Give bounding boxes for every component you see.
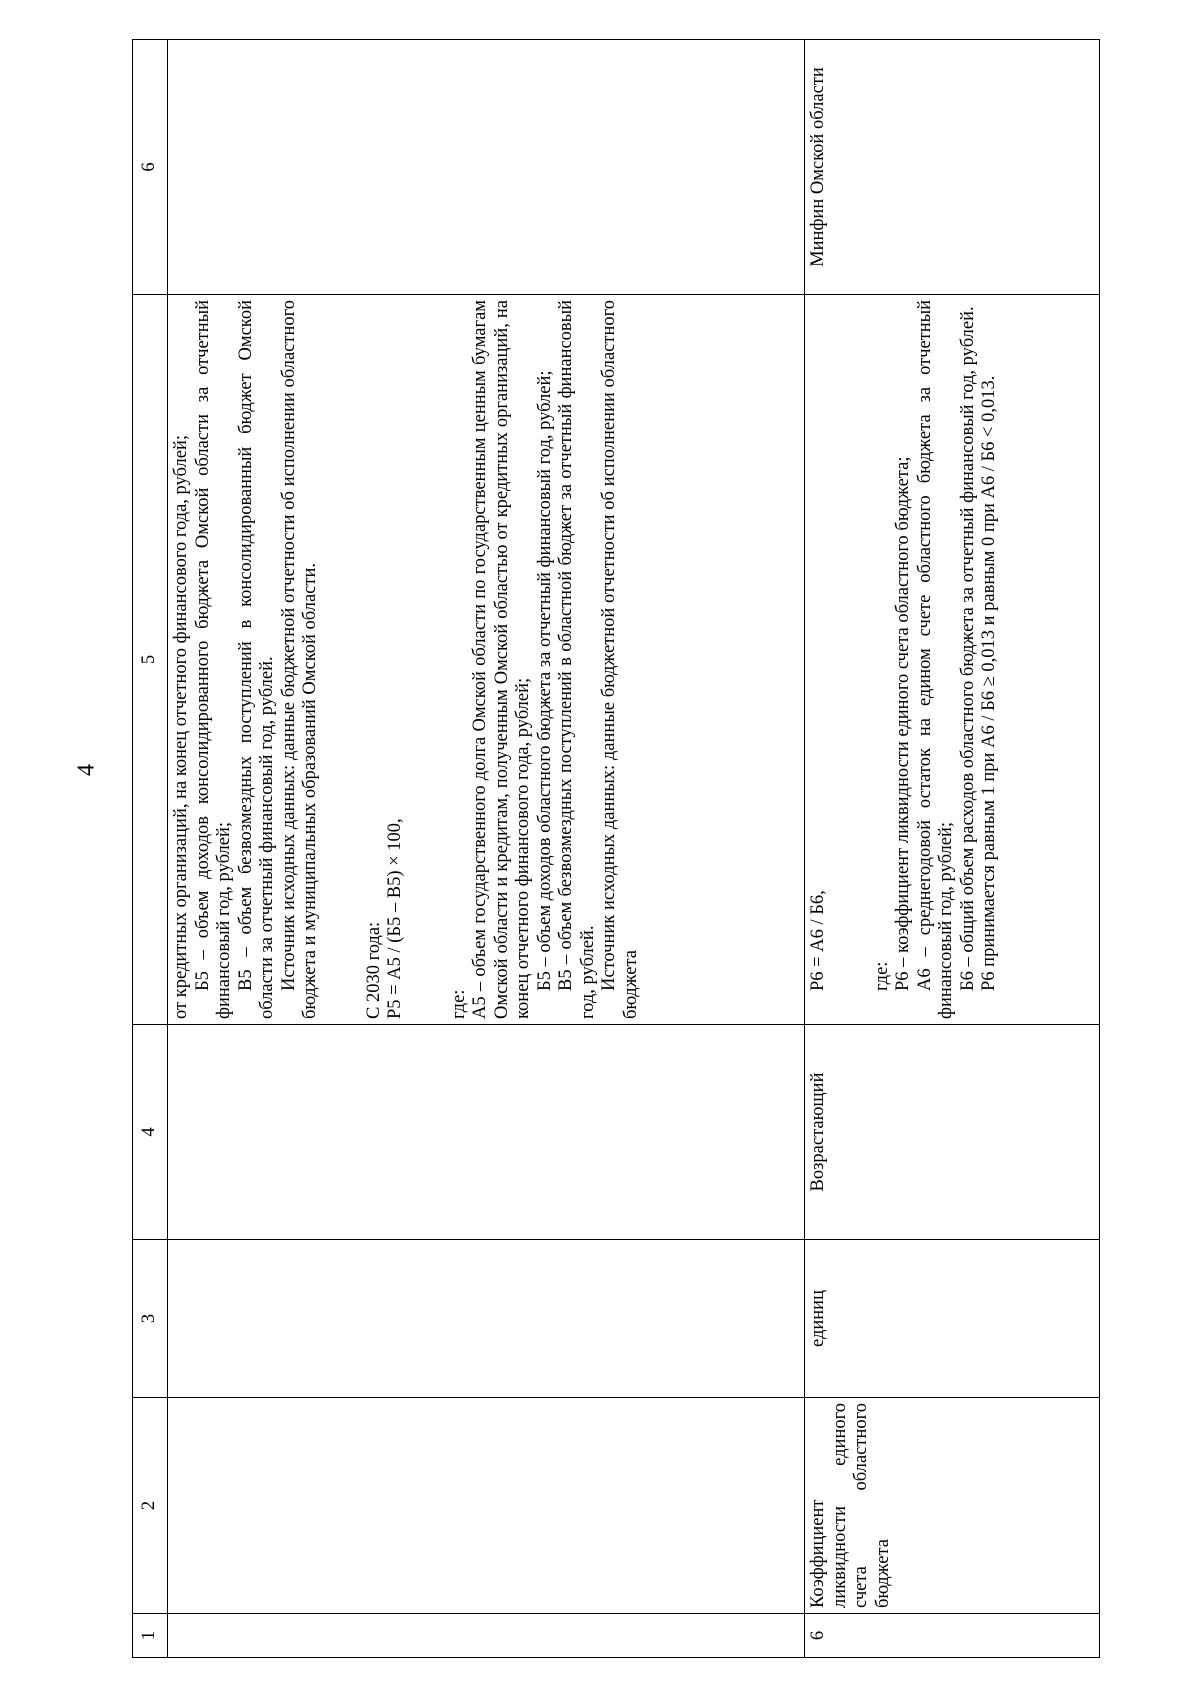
formula-paragraph: А5 – объем государственного долга Омской области по государственным ценным бумагам Омской области и кредитам, полученным Омской областью от кредитных организаций, на конец отчетного финансового года, рублей; — [470, 300, 533, 1019]
formula-paragraph: Источник исходных данных: данные бюджетной отчетности об исполнении областного бюджета — [599, 300, 641, 1019]
cont-cell-1 — [168, 1614, 805, 1658]
formula-paragraph: Р6 = А6 / Б6, — [808, 890, 828, 991]
formula-paragraph: А6 – среднегодовой остаток на едином счете областного бюджета за отчетный финансовый год, рублей; — [914, 300, 956, 1019]
row-number: 6 — [805, 1614, 1100, 1658]
formula-paragraph: где: — [871, 961, 892, 991]
formula-paragraph: Б5 – объем доходов консолидированного бюджета Омской области за отчетный финансовый год, рублей; — [192, 300, 234, 1019]
header-cell-2: 2 — [133, 1398, 168, 1614]
rotated-table-container — [132, 40, 1100, 1658]
indicator-row-6 — [805, 40, 1100, 1658]
formula-paragraph: В5 – объем безвозмездных поступлений в консолидированный бюджет Омской области за отчетный финансовый год, рублей. — [235, 300, 277, 1019]
indicator-name: Коэффициент ликвидности единого счета областного бюджета — [805, 1398, 1100, 1614]
cont-cell-3 — [168, 1240, 805, 1398]
formula-paragraph: где: — [448, 989, 469, 1019]
formula-paragraph: Б6 – общий объем расходов областного бюджета за отчетный финансовый год, рублей. — [957, 306, 978, 991]
calculation-method — [805, 295, 1100, 1025]
cont-cell-2 — [168, 1398, 805, 1614]
header-cell-1: 1 — [133, 1614, 168, 1658]
cont-cell-6 — [168, 40, 805, 295]
formula-paragraph: Р6 принимается равным 1 при А6 / Б6 ≥ 0,013 и равным 0 при А6 / Б6 < 0,013. — [979, 375, 999, 991]
page-number: 4 — [73, 764, 100, 776]
header-cell-4: 4 — [133, 1025, 168, 1240]
indicator-table — [132, 39, 1100, 1658]
formula-paragraph: от кредитных организаций, на конец отчетного финансового года, рублей; — [171, 435, 191, 1019]
header-cell-5: 5 — [133, 295, 168, 1025]
continuation-row — [168, 40, 805, 1658]
responsible-body: Минфин Омской области — [805, 40, 1100, 295]
cont-cell-5 — [168, 295, 805, 1025]
unit-of-measure: единиц — [805, 1240, 1100, 1398]
formula-paragraph: Источник исходных данных: данные бюджетной отчетности об исполнении областного бюджета и муниципальных образований Омской области. — [278, 300, 320, 1019]
formula-paragraph: В5 – объем безвозмездных поступлений в областной бюджет за отчетный финансовый год, рублей. — [556, 300, 598, 1019]
formula-paragraph: Р5 = А5 / (Б5 – В5) × 100, — [385, 818, 405, 1019]
formula-paragraph: Р6 – коэффициент ликвидности единого счета областного бюджета; — [893, 456, 913, 991]
cont-cell-4 — [168, 1025, 805, 1240]
header-row — [133, 40, 168, 1658]
indicator-trend: Возрастающий — [805, 1025, 1100, 1240]
formula-paragraph: С 2030 года: — [363, 921, 384, 1019]
header-cell-3: 3 — [133, 1240, 168, 1398]
formula-paragraph: Б5 – объем доходов областного бюджета за отчетный финансовый год, рублей; — [534, 370, 555, 991]
header-cell-6: 6 — [133, 40, 168, 295]
